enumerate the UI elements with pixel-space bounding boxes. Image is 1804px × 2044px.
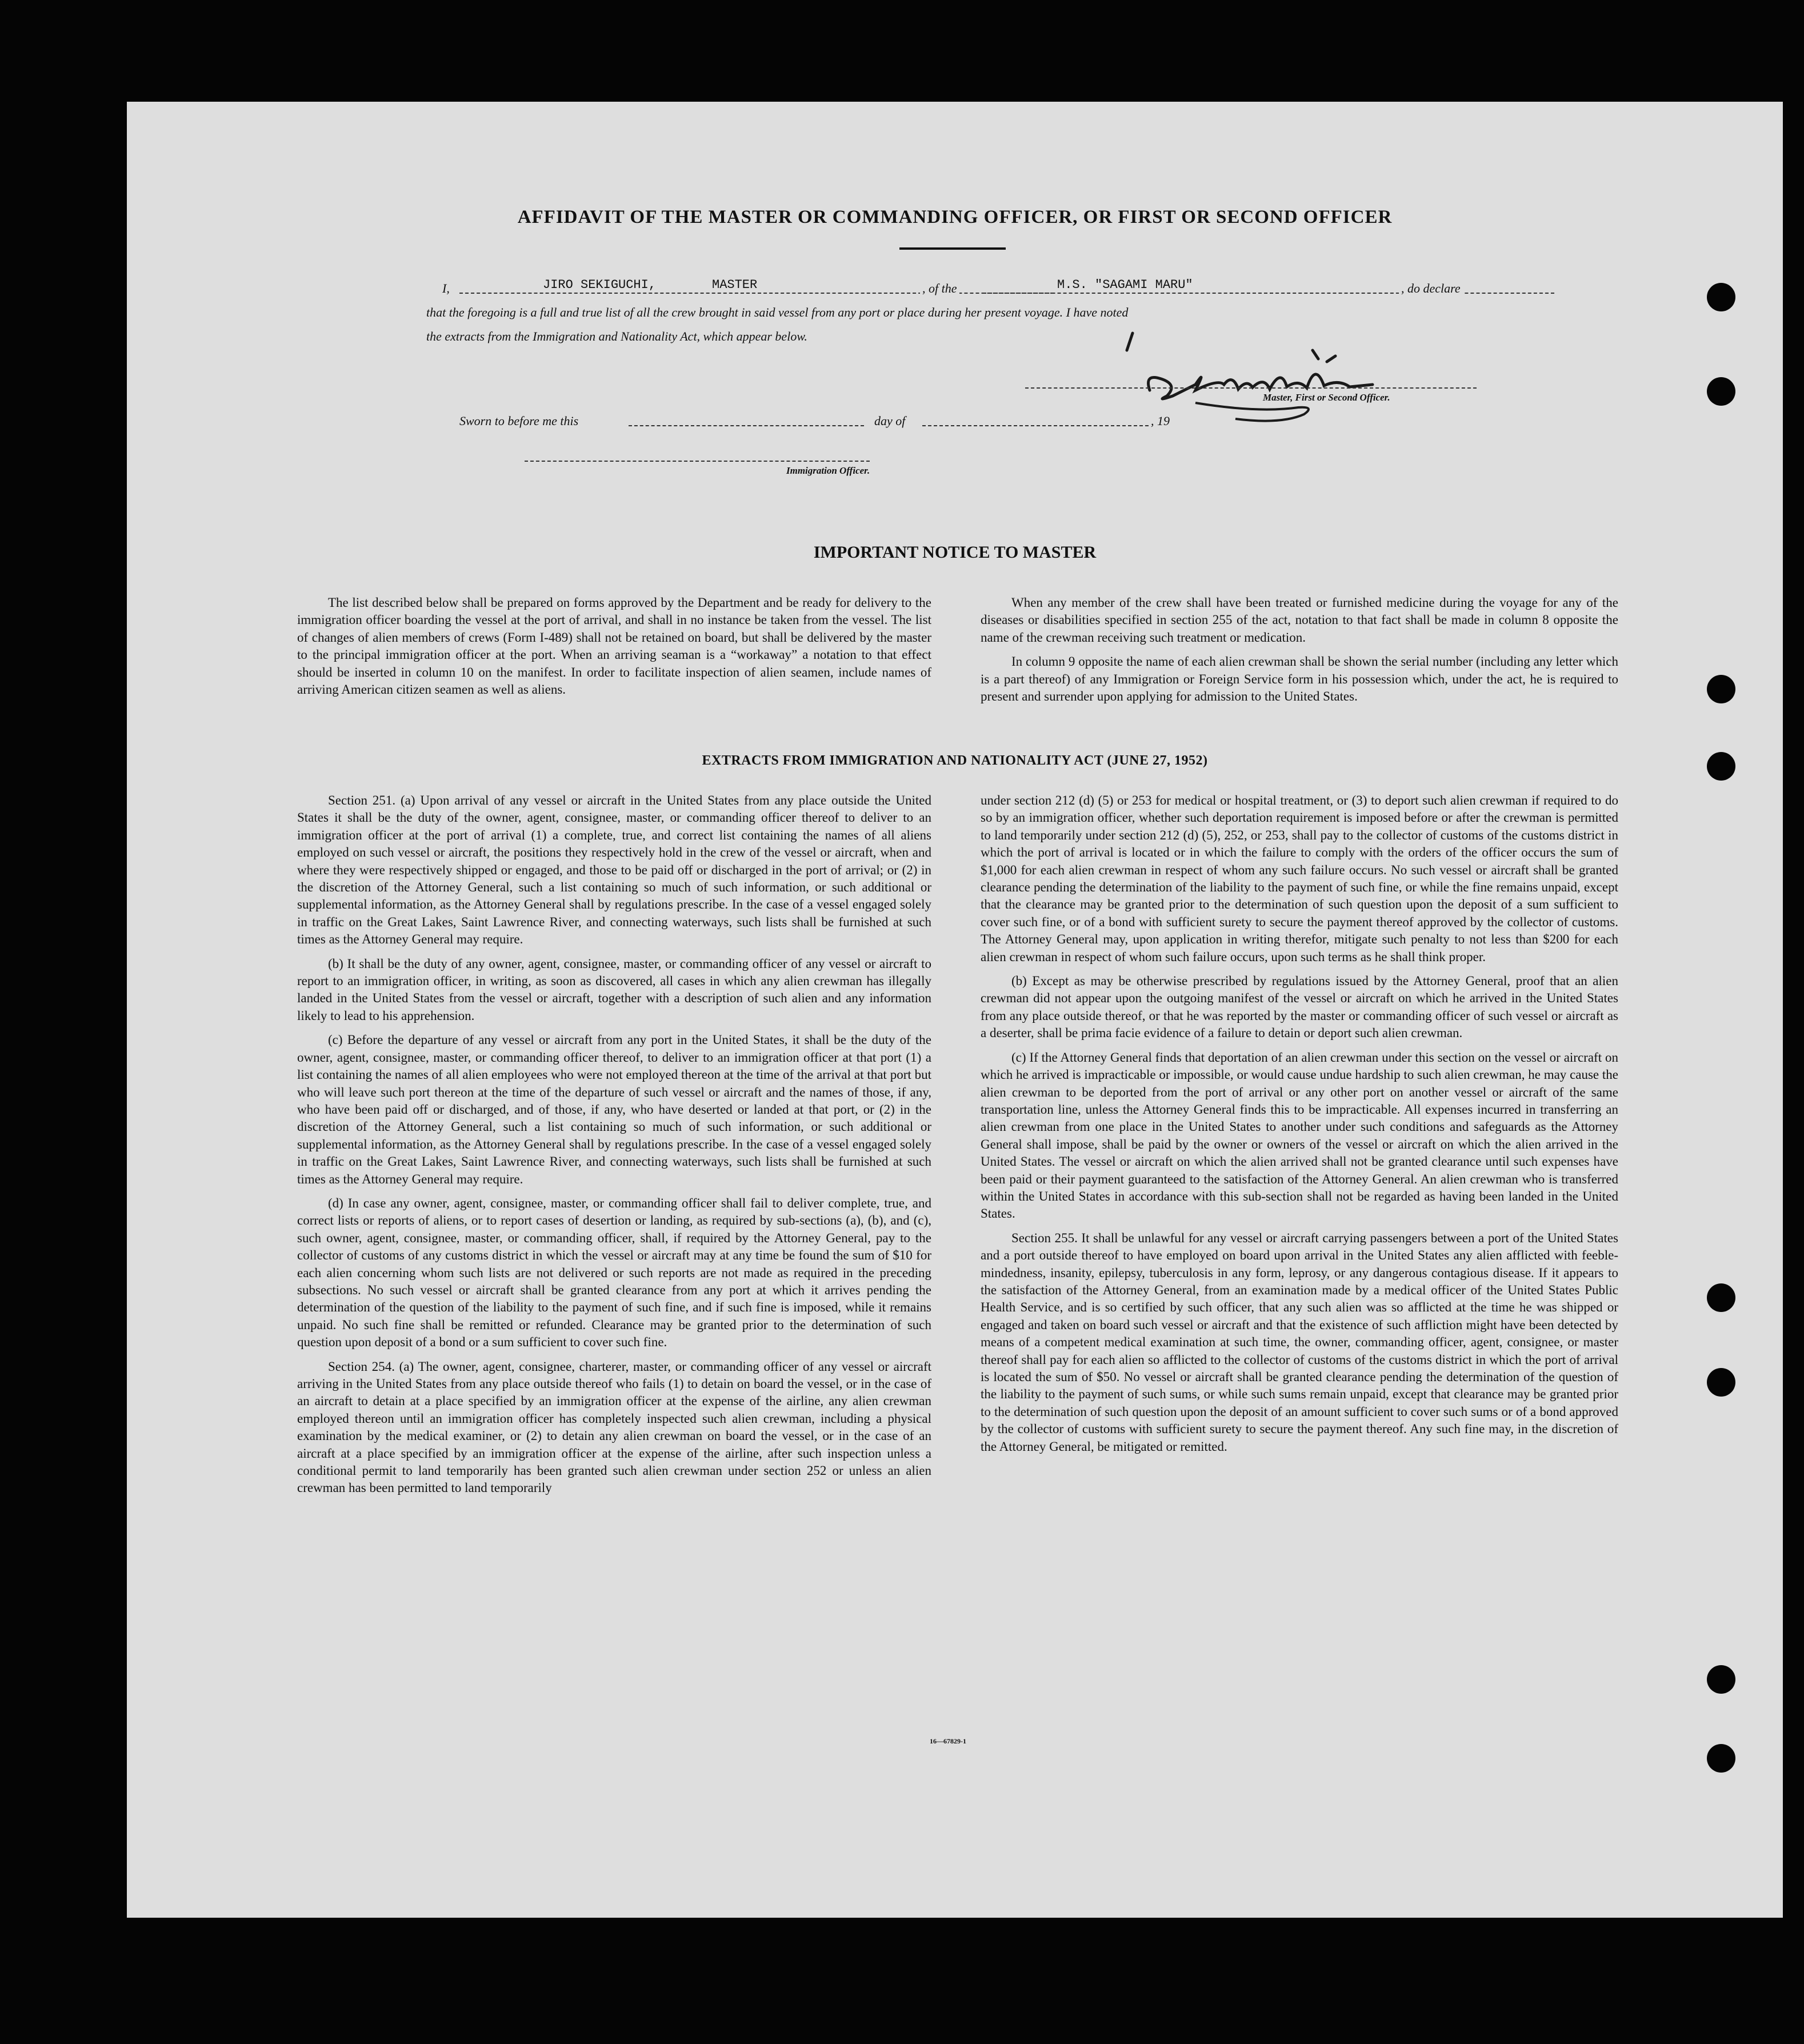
extract-paragraph: Section 254. (a) The owner, agent, consignee, charterer, master, or commanding officer of any vessel or aircraft arriving in the United States from any place outside thereof who fails (1) to detain on board the vessel, or in the case of an aircraft to detain at a place specified by an immigration officer at the expense of the airline, any alien crewman employed thereon until an immigration officer has completely inspected such alien crewman, including a physical examination by the medical examiner, or (2) to detain any alien crewman on board the vessel, or in the case of an aircraft at a place specified by an immigration officer at the expense of the airline, after such inspection unless a conditional permit to land temporarily has been granted such alien crewman under section 252 or unless an alien crewman has been permitted to land temporarily (297, 1359, 931, 1495)
notice-right-paragraph-1: When any member of the crew shall have been treated or furnished medicine during the voyage for any of the diseases or disabilities specified in section 255 of the act, notation to that fact shall be made in column 8 opposite the name of the crewman receiving such treatment or medication. (981, 595, 1618, 645)
notice-right-column (981, 594, 1618, 712)
declaration-line-2: that the foregoing is a full and true list of all the crew brought in said vessel from any port or place during her present voyage. I have noted (426, 305, 1129, 319)
punch-hole (1707, 1744, 1735, 1773)
extract-paragraph: (b) It shall be the duty of any owner, agent, consignee, master, or commanding officer of any vessel or aircraft to report to an immigration officer, in writing, as soon as discovered, all cases in which any alien crewman has illegally landed in the United States from the vessel or aircraft, together with a description of such alien and any information likely to lead to his apprehension. (297, 956, 931, 1023)
signature-caption: Master, First or Second Officer. (1263, 392, 1390, 403)
title-rule (899, 247, 1006, 250)
extracts-left-column (297, 792, 931, 1504)
extract-paragraph: (c) If the Attorney General finds that deportation of an alien crewman under this section on the vessel or aircraft on which he arrived is impracticable or impossible, or would cause undue hardship to such alien crewman, he may cause the alien crewman to be deported from the port of arrival or any other port on another vessel or aircraft of the same transportation line, unless the Attorney General finds this to be impracticable. All expenses incurred in transferring an alien crewman from one place in the United States to another under such conditions and safeguards as the Attorney General shall impose, shall be paid by the owner or owners of the vessel or aircraft on which the alien arrived in the United States. The vessel or aircraft on which the alien arrived shall not be granted clearance until such expenses have been paid or their payment guaranteed to the satisfaction of the Attorney General. An alien crewman who is transferred within the United States in accordance with this sub-section shall not be regarded as having been landed in the United States. (981, 1050, 1618, 1221)
vessel-fill-line (983, 293, 1554, 294)
notice-title: IMPORTANT NOTICE TO MASTER (813, 543, 1097, 562)
sworn-label: Sworn to before me this (459, 414, 579, 428)
form-number: 16—67829-1 (930, 1737, 966, 1745)
i-label: I, (442, 281, 450, 295)
vessel-name-field: M.S. "SAGAMI MARU" (1057, 278, 1193, 292)
sworn-date-line (629, 425, 864, 426)
extract-paragraph: (d) In case any owner, agent, consignee, master, or commanding officer shall fail to deliver complete, true, and correct lists or reports of aliens, or to report cases of desertion or landing, as required by sub-sections (a), (b), and (c), such owner, agent, consignee, master, or commanding officer, shall, if required by the Attorney General, pay to the collector of customs of any customs district in which the vessel or aircraft may at any time be found the sum of $10 for each alien concerning whom such lists are not delivered or such reports are not made as required in the preceding subsections. No such vessel or aircraft shall be granted clearance from any port at which it arrives pending the determination of the question of the liability to the payment of such fine, and if such fine is imposed, while it remains unpaid. No such fine shall be remitted or refunded. Clearance may be granted prior to the determination of such question upon deposit of a bond or a sum sufficient to cover such fine. (297, 1195, 931, 1350)
affidavit-title: AFFIDAVIT OF THE MASTER OR COMMANDING OFFICER, OR FIRST OR SECOND OFFICER (517, 207, 1393, 227)
declaration-line-3: the extracts from the Immigration and Nationality Act, which appear below. (426, 329, 807, 343)
name-fill-line (459, 293, 1054, 294)
extract-paragraph: Section 255. It shall be unlawful for any vessel or aircraft carrying passengers between a port of the United States and a port outside thereof to have employed on board upon arrival in the United States any alien afflicted with feeble-mindedness, insanity, epilepsy, tuberculosis in any form, leprosy, or any dangerous contagious disease. If it appears to the satisfaction of the Attorney General, from an examination made by a medical officer of the United States Public Health Service, and is so certified by such officer, that any such alien was so afflicted at the time he was shipped or engaged and taken on board such vessel or aircraft and that the existence of such affliction might have been detected by means of a competent medical examination at such time, the owner, commanding officer, agent, consignee, or master thereof shall pay for each alien so afflicted to the collector of customs of the customs district in which the port of arrival is located the sum of $50. No vessel or aircraft shall be granted clearance pending the determination of the question of the liability to the payment of such sums, or while such sums remain unpaid, except that clearance may be granted prior to the determination of such question upon the deposit of an amount sufficient to cover such sums or of a bond approved by the collector of customs with sufficient surety to secure the payment thereof. Any such fine may, in the discretion of the Attorney General, be mitigated or remitted. (981, 1230, 1618, 1454)
officer-caption: Immigration Officer. (786, 465, 870, 476)
crew-rank-field: MASTER (712, 278, 758, 292)
officer-signature-line (525, 461, 870, 462)
document-page (127, 102, 1783, 1918)
year-label: , 19 (1151, 414, 1170, 428)
extract-paragraph: under section 212 (d) (5) or 253 for medical or hospital treatment, or (3) to deport such alien crewman if required to do so by an immigration officer, whether such deportation requirement is imposed before or after the crewman is permitted to land temporarily under section 212 (d) (5), 252, or 253, shall pay to the collector of customs of the customs district in which the port of arrival is located or in which the failure to comply with the orders of the officer occurs the sum of $1,000 for each alien crewman in respect of whom any such failure occurs. No such vessel or aircraft shall be granted clearance pending the determination of the liability to the payment of such fine, or while the fine remains unpaid, except that the clearance may be granted prior to the determination of such question upon the deposit of a sum sufficient to cover such fine, or of a bond with sufficient surety to secure the payment thereof approved by the collector of customs. The Attorney General may, upon application in writing therefor, mitigate such penalty to not less than $200 for each alien crewman in respect of whom such failure occurs, upon such terms as he shall think proper. (981, 793, 1618, 964)
punch-hole (1707, 752, 1735, 781)
day-label: day of (874, 414, 906, 428)
notice-left-paragraph: The list described below shall be prepared on forms approved by the Department and be ready for delivery to the immigration officer boarding the vessel at the port of arrival, and shall in no instance be taken from the vessel. The list of changes of alien members of crews (Form I-489) shall not be retained on board, but shall be delivered by the master to the principal immigration officer at the port. When an arriving seaman is a “workaway” a notation to that effect should be inserted in column 10 on the manifest. In order to facilitate inspection of alien seamen, include names of arriving American citizen seamen as well as aliens. (297, 595, 931, 697)
notice-left-column (297, 594, 931, 705)
extract-paragraph: (c) Before the departure of any vessel or aircraft from any port in the United States, it shall be the duty of the owner, agent, consignee, master, or commanding officer thereof, to deliver to an immigration officer at that port (1) a list containing the names of all alien employees who were not employed thereon at the time of the arrival at that port but who will leave such port thereon at the time of the departure of such vessel or aircraft and the names of those, if any, who have been paid off or discharged, and of those, if any, who have deserted or landed at that port, or (2) in the discretion of the Attorney General, such a list containing so much of such information, or such additional or supplemental information, as the Attorney General shall by regulations prescribe. In the case of a vessel engaged solely in traffic on the Great Lakes, Saint Lawrence River, and connecting waterways, such lists shall be furnished at such times as the Attorney General may require. (297, 1033, 931, 1186)
crew-name-field: JIRO SEKIGUCHI, (543, 278, 657, 292)
extract-paragraph: Section 251. (a) Upon arrival of any vessel or aircraft in the United States from any place outside the United States it shall be the duty of the owner, agent, consignee, master, or commanding officer thereof to deliver to an immigration officer at the port of arrival (1) a complete, true, and correct list containing the names of all aliens employed on such vessel or aircraft, the positions they respectively hold in the crew of the vessel or aircraft, when and where they were respectively shipped or engaged, and those to be paid off or discharged in the port of arrival; or (2) in the discretion of the Attorney General, such a list containing so much of such information, or such additional or supplemental information, as the Attorney General shall by regulations prescribe. In the case of a vessel engaged solely in traffic on the Great Lakes, Saint Lawrence River, and connecting waterways, such lists shall be furnished at such times as the Attorney General may require. (297, 793, 931, 947)
punch-hole (1707, 1368, 1735, 1397)
master-signature (1110, 327, 1430, 425)
punch-hole (1707, 1665, 1735, 1694)
month-line (922, 425, 1149, 426)
punch-hole (1707, 283, 1735, 311)
punch-hole (1707, 675, 1735, 703)
punch-hole (1707, 377, 1735, 406)
extracts-right-column (981, 792, 1618, 1462)
extracts-title: EXTRACTS FROM IMMIGRATION AND NATIONALITY ACT (JUNE 27, 1952) (702, 753, 1208, 768)
of-the-label: , of the (920, 281, 959, 296)
declare-label: , do declare (1399, 281, 1463, 296)
extract-paragraph: (b) Except as may be otherwise prescribed by regulations issued by the Attorney General, proof that an alien crewman did not appear upon the outgoing manifest of the vessel or aircraft on which he arrived in the United States from any place outside thereof, or that he was reported by the master or commanding officer of such vessel or aircraft as a deserter, shall be prima facie evidence of a failure to detain or deport such alien crewman. (981, 974, 1618, 1041)
punch-hole (1707, 1283, 1735, 1312)
notice-right-paragraph-2: In column 9 opposite the name of each alien crewman shall be shown the serial number (including any letter which is a part thereof) of any Immigration or Foreign Service form in his possession which, under the act, he is required to present and surrender upon applying for admission to the United States. (981, 654, 1618, 704)
signature-line (1025, 387, 1477, 389)
